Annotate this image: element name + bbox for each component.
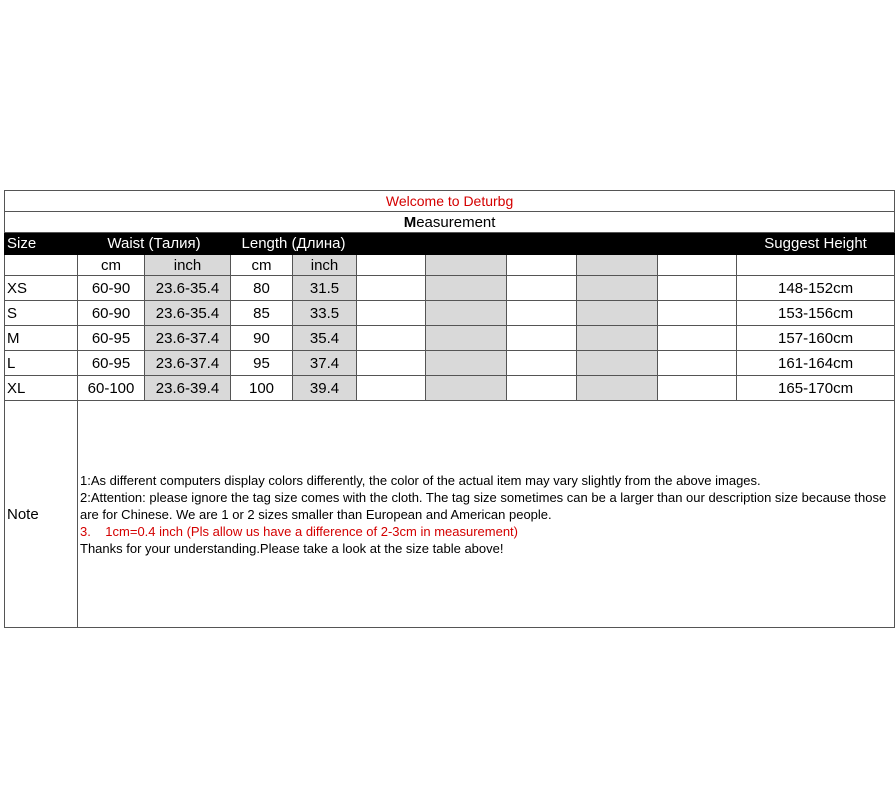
size-table bbox=[4, 190, 895, 628]
waist-cm-cell: 60-90 bbox=[78, 301, 145, 326]
measurement-heading-rest: easurement bbox=[416, 213, 496, 231]
size-cell: XL bbox=[5, 376, 78, 401]
table-row bbox=[5, 276, 895, 301]
table-row bbox=[5, 376, 895, 401]
header-row bbox=[5, 233, 895, 255]
waist-inch-cell: 23.6-35.4 bbox=[145, 301, 231, 326]
size-chart bbox=[4, 190, 887, 628]
note-line-4: Thanks for your understanding.Please take a look at the size table above! bbox=[80, 540, 504, 556]
waist-header: Waist (Талия) bbox=[78, 233, 231, 255]
table-row bbox=[5, 301, 895, 326]
size-header: Size bbox=[5, 233, 78, 255]
waist-inch-cell: 23.6-37.4 bbox=[145, 326, 231, 351]
note-text bbox=[78, 401, 895, 628]
unit-row bbox=[5, 255, 895, 276]
length-inch-cell: 37.4 bbox=[293, 351, 357, 376]
note-line-3-text: 1cm=0.4 inch (Pls allow us have a difference of 2-3cm in measurement) bbox=[105, 523, 519, 539]
height-cell: 165-170cm bbox=[737, 376, 895, 401]
note-line-3-number: 3. bbox=[80, 523, 91, 539]
length-cm-cell: 95 bbox=[231, 351, 293, 376]
length-header: Length (Длина) bbox=[231, 233, 357, 255]
waist-cm-cell: 60-90 bbox=[78, 276, 145, 301]
length-cm-cell: 90 bbox=[231, 326, 293, 351]
waist-cm-cell: 60-95 bbox=[78, 351, 145, 376]
length-cm-cell: 100 bbox=[231, 376, 293, 401]
size-cell: L bbox=[5, 351, 78, 376]
waist-cm-unit: cm bbox=[78, 255, 145, 276]
note-line-2: 2:Attention: please ignore the tag size comes with the cloth. The tag size sometimes can be a larger than our description size because those are for Chinese. We are 1 or 2 sizes smaller than European and American people. bbox=[80, 489, 887, 522]
height-cell: 157-160cm bbox=[737, 326, 895, 351]
waist-inch-cell: 23.6-35.4 bbox=[145, 276, 231, 301]
height-cell: 161-164cm bbox=[737, 351, 895, 376]
length-cm-unit: cm bbox=[231, 255, 293, 276]
waist-inch-cell: 23.6-39.4 bbox=[145, 376, 231, 401]
note-line-3 bbox=[80, 523, 894, 540]
length-inch-unit: inch bbox=[293, 255, 357, 276]
note-row bbox=[5, 401, 895, 628]
suggest-height-header: Suggest Height bbox=[737, 233, 895, 255]
length-inch-cell: 39.4 bbox=[293, 376, 357, 401]
header-spacer bbox=[357, 233, 737, 255]
waist-inch-cell: 23.6-37.4 bbox=[145, 351, 231, 376]
length-inch-cell: 35.4 bbox=[293, 326, 357, 351]
waist-inch-unit: inch bbox=[145, 255, 231, 276]
waist-cm-cell: 60-100 bbox=[78, 376, 145, 401]
size-cell: S bbox=[5, 301, 78, 326]
length-cm-cell: 85 bbox=[231, 301, 293, 326]
size-cell: XS bbox=[5, 276, 78, 301]
shop-welcome-title: Welcome to Deturbg bbox=[5, 191, 895, 212]
height-cell: 153-156cm bbox=[737, 301, 895, 326]
note-label: Note bbox=[5, 401, 78, 628]
waist-cm-cell: 60-95 bbox=[78, 326, 145, 351]
measurement-heading-initial: M bbox=[403, 213, 417, 231]
table-row bbox=[5, 326, 895, 351]
size-cell: M bbox=[5, 326, 78, 351]
height-cell: 148-152cm bbox=[737, 276, 895, 301]
length-inch-cell: 31.5 bbox=[293, 276, 357, 301]
measurement-heading bbox=[5, 212, 895, 233]
length-cm-cell: 80 bbox=[231, 276, 293, 301]
note-line-1: 1:As different computers display colors differently, the color of the actual item may vary slightly from the above images. bbox=[80, 472, 761, 488]
length-inch-cell: 33.5 bbox=[293, 301, 357, 326]
table-row bbox=[5, 351, 895, 376]
